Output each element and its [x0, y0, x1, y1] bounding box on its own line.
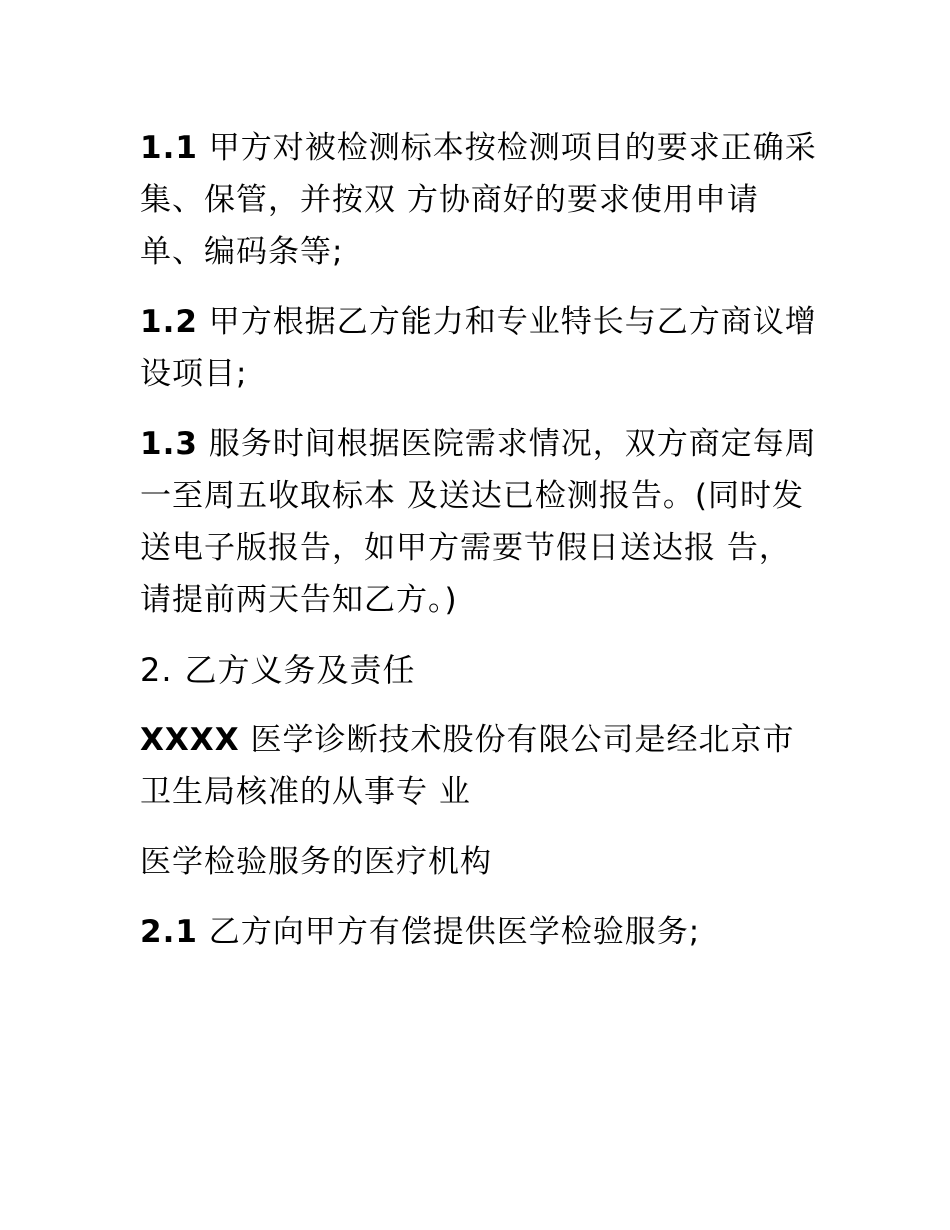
clause-text: 甲方根据乙方能力和专业特长与乙方商议增设项目;: [140, 304, 817, 392]
clause-number: 1.3: [140, 426, 198, 462]
section-heading-2: [140, 644, 820, 696]
clause-number: 2.1: [140, 914, 198, 950]
company-statement: [140, 714, 820, 818]
clause-1-1: [140, 122, 820, 278]
clause-number: 1.2: [140, 304, 198, 340]
company-statement-text: 医学诊断技术股份有限公司是经北京市卫生局核准的从事专 业: [140, 722, 795, 810]
company-statement-continued-text: 医学检验服务的医疗机构: [140, 844, 492, 880]
company-statement-continued: [140, 836, 820, 888]
clause-text: 乙方向甲方有偿提供医学检验服务;: [197, 914, 701, 950]
section-title: 乙方义务及责任: [184, 651, 416, 689]
section-number: 2.: [140, 651, 173, 689]
document-body: [140, 122, 820, 976]
clause-number: 1.1: [140, 130, 198, 166]
clause-1-2: [140, 296, 820, 400]
company-name-placeholder: XXXX: [140, 722, 240, 758]
clause-text: 甲方对被检测标本按检测项目的要求正确采集、保管，并按双 方协商好的要求使用申请单、编码条等;: [140, 130, 817, 270]
clause-1-3: [140, 418, 820, 626]
clause-text: 服务时间根据医院需求情况，双方商定每周一至周五收取标本 及送达已检测报告。(同时发送电子版报告，如甲方需要节假日送达报 告，请提前两天告知乙方。): [140, 426, 817, 618]
clause-2-1: [140, 906, 820, 958]
